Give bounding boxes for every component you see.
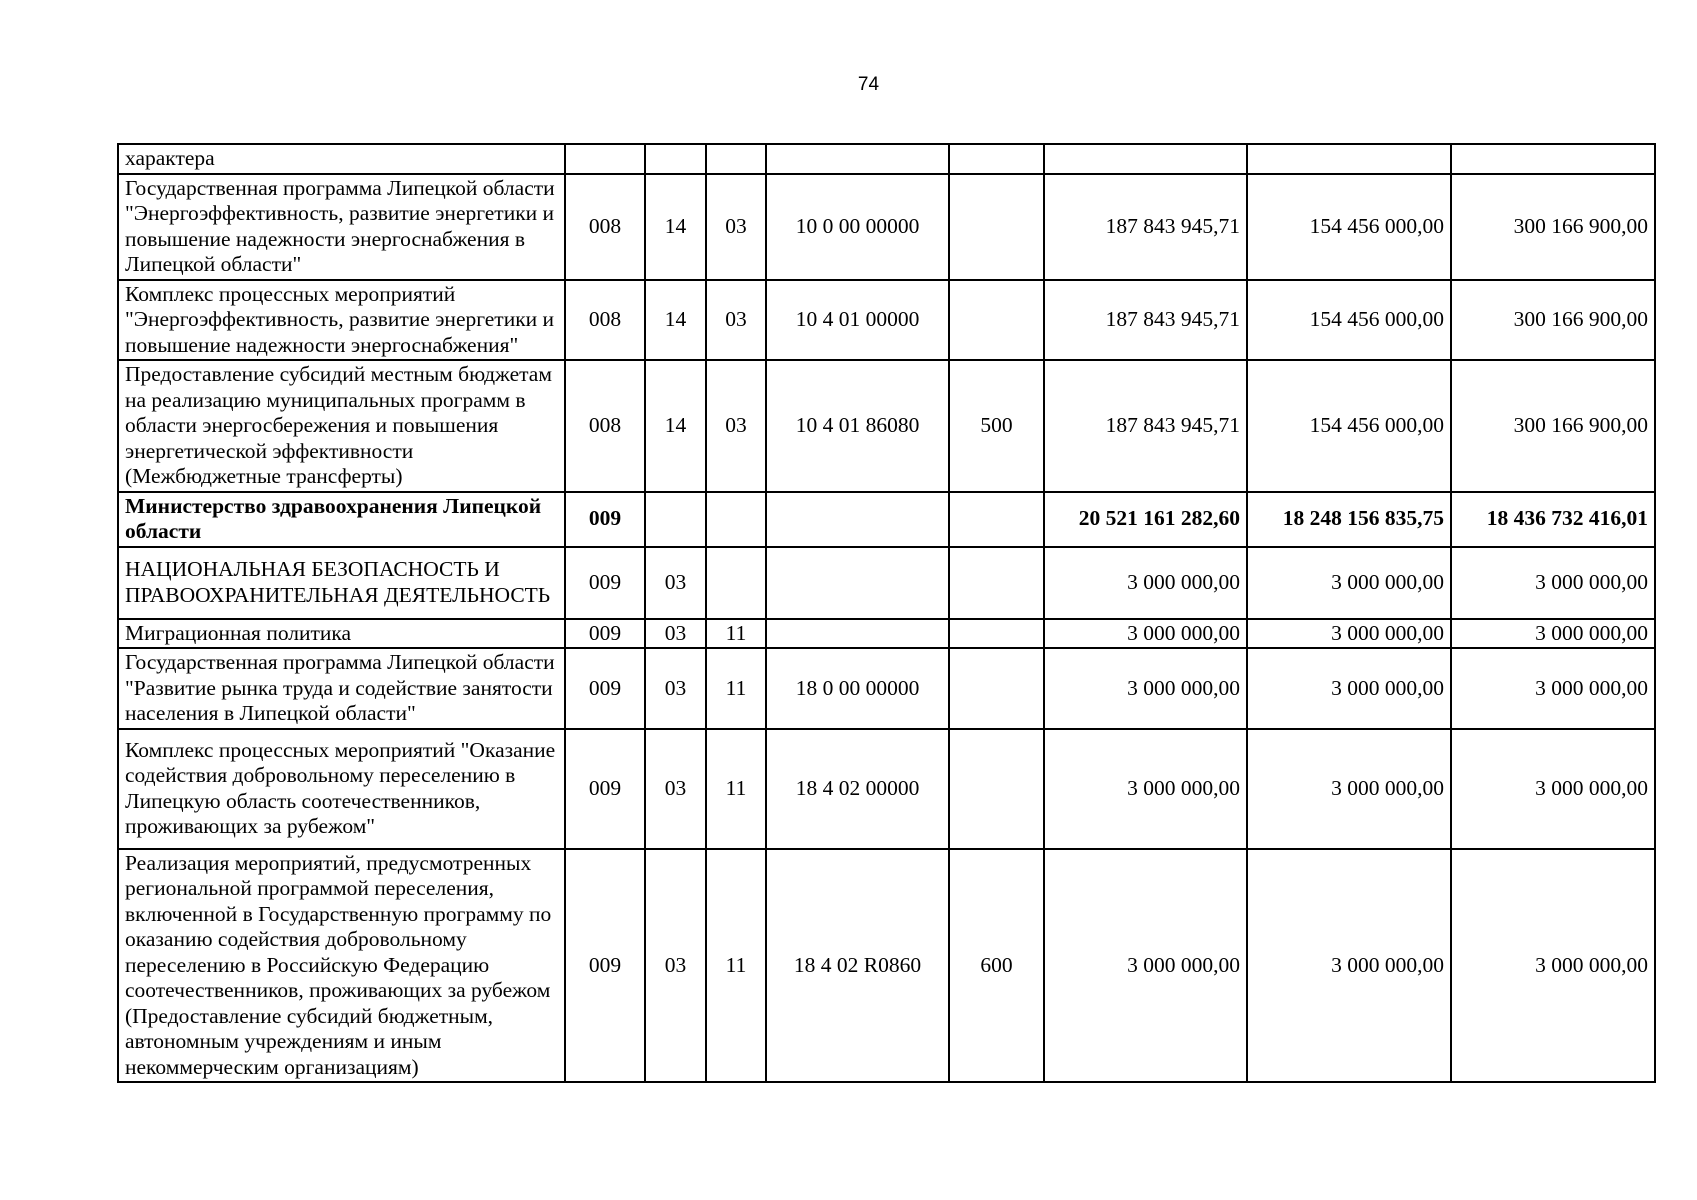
ministry-code-cell: 009 <box>565 492 645 547</box>
page-number: 74 <box>857 74 880 95</box>
table-row <box>118 547 1655 619</box>
row-name-cell: Миграционная политика <box>118 619 565 649</box>
target-article-cell: 18 4 02 R0860 <box>766 849 949 1083</box>
ministry-code-cell: 009 <box>565 849 645 1083</box>
amount-year2-cell: 154 456 000,00 <box>1247 280 1451 361</box>
amount-year3-cell: 18 436 732 416,01 <box>1451 492 1655 547</box>
table-row <box>118 849 1655 1083</box>
row-name-cell: Государственная программа Липецкой области "Развитие рынка труда и содействие занятости населения в Липецкой области" <box>118 648 565 729</box>
expense-type-cell <box>949 547 1044 619</box>
expense-type-cell: 600 <box>949 849 1044 1083</box>
target-article-cell <box>766 547 949 619</box>
section-code-cell: 14 <box>645 360 706 492</box>
subsection-code-cell: 03 <box>706 174 766 280</box>
target-article-cell: 10 4 01 00000 <box>766 280 949 361</box>
subsection-code-cell: 11 <box>706 619 766 649</box>
amount-year1-cell <box>1044 144 1247 174</box>
amount-year3-cell: 300 166 900,00 <box>1451 360 1655 492</box>
amount-year2-cell: 3 000 000,00 <box>1247 648 1451 729</box>
table-row <box>118 174 1655 280</box>
amount-year1-cell: 3 000 000,00 <box>1044 619 1247 649</box>
amount-year2-cell: 18 248 156 835,75 <box>1247 492 1451 547</box>
section-code-cell: 03 <box>645 619 706 649</box>
table-row <box>118 729 1655 849</box>
expense-type-cell: 500 <box>949 360 1044 492</box>
row-name-cell: Комплекс процессных мероприятий "Энергоэффективность, развитие энергетики и повышение надежности энергоснабжения" <box>118 280 565 361</box>
section-code-cell: 14 <box>645 174 706 280</box>
ministry-code-cell: 008 <box>565 174 645 280</box>
ministry-code-cell: 009 <box>565 547 645 619</box>
row-name-cell: Комплекс процессных мероприятий "Оказание содействия добровольному переселению в Липецкую область соотечественников, проживающих за рубежом" <box>118 729 565 849</box>
ministry-code-cell: 009 <box>565 729 645 849</box>
row-name-cell: характера <box>118 144 565 174</box>
subsection-code-cell <box>706 144 766 174</box>
ministry-code-cell: 008 <box>565 360 645 492</box>
amount-year1-cell: 187 843 945,71 <box>1044 174 1247 280</box>
amount-year1-cell: 3 000 000,00 <box>1044 547 1247 619</box>
amount-year3-cell: 3 000 000,00 <box>1451 729 1655 849</box>
amount-year2-cell: 154 456 000,00 <box>1247 174 1451 280</box>
budget-table <box>117 143 1656 1083</box>
amount-year2-cell: 154 456 000,00 <box>1247 360 1451 492</box>
subsection-code-cell: 11 <box>706 849 766 1083</box>
ministry-code-cell: 008 <box>565 280 645 361</box>
ministry-code-cell <box>565 144 645 174</box>
section-code-cell: 03 <box>645 648 706 729</box>
table-row <box>118 648 1655 729</box>
amount-year2-cell: 3 000 000,00 <box>1247 729 1451 849</box>
amount-year3-cell: 300 166 900,00 <box>1451 174 1655 280</box>
target-article-cell: 18 0 00 00000 <box>766 648 949 729</box>
amount-year1-cell: 20 521 161 282,60 <box>1044 492 1247 547</box>
table-row <box>118 619 1655 649</box>
amount-year3-cell: 3 000 000,00 <box>1451 547 1655 619</box>
table-body <box>118 144 1655 1082</box>
row-name-cell: Министерство здравоохранения Липецкой области <box>118 492 565 547</box>
expense-type-cell <box>949 280 1044 361</box>
amount-year2-cell <box>1247 144 1451 174</box>
subsection-code-cell: 11 <box>706 648 766 729</box>
ministry-code-cell: 009 <box>565 648 645 729</box>
target-article-cell <box>766 144 949 174</box>
amount-year3-cell: 3 000 000,00 <box>1451 619 1655 649</box>
expense-type-cell <box>949 729 1044 849</box>
row-name-cell: Предоставление субсидий местным бюджетам на реализацию муниципальных программ в области энергосбережения и повышения энергетической эффективности (Межбюджетные трансферты) <box>118 360 565 492</box>
expense-type-cell <box>949 619 1044 649</box>
table-row <box>118 492 1655 547</box>
subsection-code-cell: 03 <box>706 360 766 492</box>
amount-year3-cell <box>1451 144 1655 174</box>
amount-year2-cell: 3 000 000,00 <box>1247 619 1451 649</box>
subsection-code-cell: 11 <box>706 729 766 849</box>
expense-type-cell <box>949 174 1044 280</box>
amount-year2-cell: 3 000 000,00 <box>1247 547 1451 619</box>
section-code-cell <box>645 492 706 547</box>
amount-year1-cell: 3 000 000,00 <box>1044 729 1247 849</box>
target-article-cell <box>766 619 949 649</box>
amount-year1-cell: 187 843 945,71 <box>1044 360 1247 492</box>
amount-year3-cell: 3 000 000,00 <box>1451 849 1655 1083</box>
target-article-cell: 10 0 00 00000 <box>766 174 949 280</box>
amount-year1-cell: 187 843 945,71 <box>1044 280 1247 361</box>
section-code-cell: 03 <box>645 849 706 1083</box>
subsection-code-cell <box>706 492 766 547</box>
section-code-cell: 14 <box>645 280 706 361</box>
amount-year3-cell: 300 166 900,00 <box>1451 280 1655 361</box>
section-code-cell <box>645 144 706 174</box>
amount-year1-cell: 3 000 000,00 <box>1044 849 1247 1083</box>
amount-year3-cell: 3 000 000,00 <box>1451 648 1655 729</box>
row-name-cell: НАЦИОНАЛЬНАЯ БЕЗОПАСНОСТЬ И ПРАВООХРАНИТЕЛЬНАЯ ДЕЯТЕЛЬНОСТЬ <box>118 547 565 619</box>
row-name-cell: Государственная программа Липецкой области "Энергоэффективность, развитие энергетики и повышение надежности энергоснабжения в Липецкой области" <box>118 174 565 280</box>
section-code-cell: 03 <box>645 729 706 849</box>
row-name-cell: Реализация мероприятий, предусмотренных региональной программой переселения, включенной в Государственную программу по оказанию содействия добровольному переселению в Российскую Федерацию соотечественников, проживающих за рубежом (Предоставление субсидий бюджетным, автономным учреждениям и иным некоммерческим организациям) <box>118 849 565 1083</box>
expense-type-cell <box>949 492 1044 547</box>
expense-type-cell <box>949 648 1044 729</box>
target-article-cell <box>766 492 949 547</box>
subsection-code-cell <box>706 547 766 619</box>
table-row <box>118 360 1655 492</box>
ministry-code-cell: 009 <box>565 619 645 649</box>
amount-year1-cell: 3 000 000,00 <box>1044 648 1247 729</box>
table-row <box>118 280 1655 361</box>
subsection-code-cell: 03 <box>706 280 766 361</box>
section-code-cell: 03 <box>645 547 706 619</box>
expense-type-cell <box>949 144 1044 174</box>
target-article-cell: 18 4 02 00000 <box>766 729 949 849</box>
target-article-cell: 10 4 01 86080 <box>766 360 949 492</box>
amount-year2-cell: 3 000 000,00 <box>1247 849 1451 1083</box>
table-row <box>118 144 1655 174</box>
